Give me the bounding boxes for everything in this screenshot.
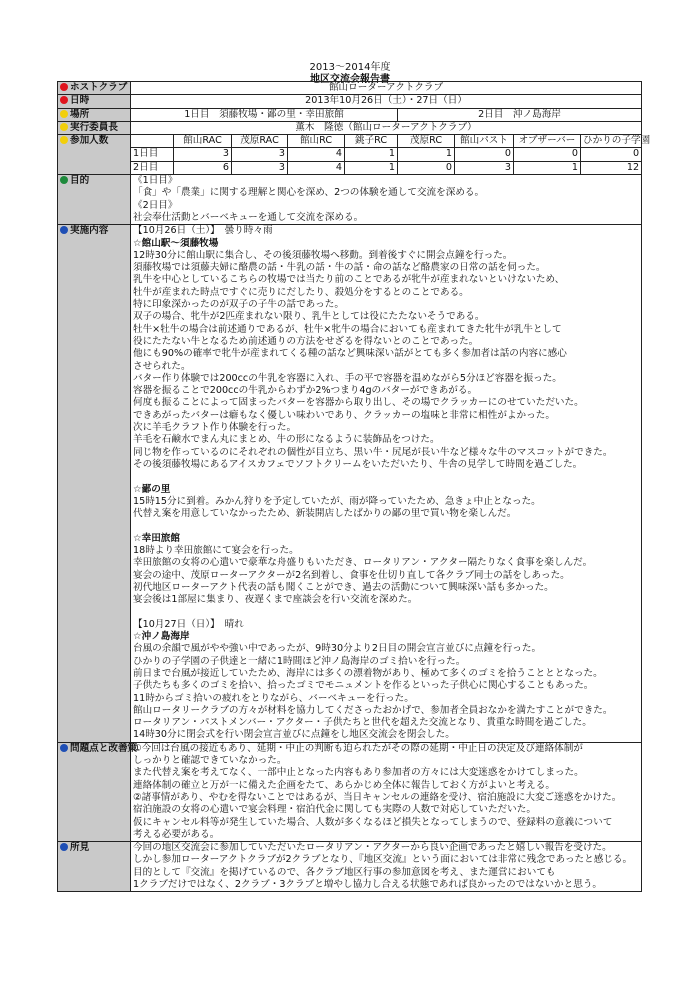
col-header: 館山RC: [288, 135, 345, 148]
count-cell: 3: [455, 161, 514, 174]
content-line: 容器を振ることで200ccの牛乳からわずか2%つまり4gのバターができあがる。: [133, 385, 478, 397]
col-header: ひかりの子学園: [581, 135, 642, 148]
count-cell: 4: [288, 161, 345, 174]
col-header: 茂原RC: [398, 135, 455, 148]
content-line: 14時30分に閉会式を行い閉会宣言並びに点鐘をし地区交流会を閉会した。: [133, 729, 455, 741]
content-line: 幸田旅館の女将の心遣いで豪華な舟盛りもいただき、ロータリアン・アクター隔たりなく食事を楽しんだ。: [133, 557, 593, 569]
purpose-line: 「食」や「農業」に関する理解と関心を深め、2つの体験を通して交流を深める。: [133, 187, 485, 199]
content-line: 須藤牧場では須藤夫婦に酪農の話・牛乳の話・牛の話・命の話など酪農家の日常の話を伺った。: [133, 262, 546, 274]
content-line: 前日まで台風が接近していたため、海岸には多くの漂着物があり、極めて多くのゴミを拾うことととなった。: [133, 667, 603, 679]
fiscal-year: 2013～2014年度: [309, 62, 391, 73]
place-day2: 2日目 沖ノ島海岸: [398, 108, 642, 121]
count-cell: 3: [232, 148, 288, 161]
content-line: 牡牛が産まれた時点ですぐに売りにだしたり、殺処分をするとのことである。: [133, 286, 469, 298]
content-line: 何度も振ることによって固まったバターを容器から取り出し、その場でクラッカーにのせていただいた。: [133, 397, 584, 409]
content-line: 子供たちも多くのゴミを拾い、拾ったゴミでモニュメントを作るといった子供心に関心することもあった。: [133, 680, 594, 692]
report-title: 地区交流会報告書: [310, 74, 390, 85]
participants-corner: [131, 135, 174, 148]
issues-line: また代替え案を考えてなく、一部中止となった内容もあり参加者の方々には大変迷惑をかけてしまった。: [133, 767, 584, 779]
row-day: 1日目: [131, 148, 174, 161]
date-label: 日時: [58, 95, 131, 108]
content-line: 宴会後は1部屋に集まり、夜遅くまで座談会を行い交流を深めた。: [133, 594, 418, 606]
section-lines: [133, 250, 639, 471]
count-cell: 1: [398, 148, 455, 161]
count-cell: 0: [514, 148, 581, 161]
opinion-label: 所見: [58, 842, 131, 892]
section-lines: [133, 643, 639, 741]
day1-heading: 【10月26日（土）】 曇り時々雨: [133, 225, 273, 237]
content-line: その後須藤牧場にあるアイスカフェでソフトクリームをいただいたり、牛舎の見学して時間を過ごした。: [133, 458, 583, 470]
host-label: ホストクラブ: [58, 82, 131, 95]
content-line: ロータリアン・パストメンバー・アクター・子供たちと世代を超えた交流となり、貴重な時間を過ごした。: [133, 717, 592, 729]
yellow-dot-icon: [60, 110, 68, 118]
chair-value: 薫木 隆徳（館山ローターアクトクラブ）: [131, 121, 642, 134]
opinion-line: しかし参加ローターアクトクラブが2クラブとなり、『地区交流』という面においては非常に残念であったと感じる。: [133, 854, 633, 866]
content-line: できあがったバターは癖もなく優しい味わいであり、クラッカーの塩味と非常に相性がよかった。: [133, 409, 555, 421]
col-header: 館山RAC: [174, 135, 232, 148]
content-line: 牡牛×牡牛の場合は前述通りであるが、牡牛×牝牛の場合においても産まれてきた牝牛が乳牛として: [133, 323, 562, 335]
green-dot-icon: [60, 176, 68, 184]
content-line: バター作り体験では200ccの牛乳を容器に入れ、手の平で容器を温めながら5分ほど容器を振った。: [133, 372, 562, 384]
blue-dot-icon: [60, 744, 68, 752]
col-header: 館山パスト: [455, 135, 514, 148]
issues-body: [131, 742, 642, 841]
section-lines: [133, 545, 639, 606]
count-cell: 0: [455, 148, 514, 161]
purpose-line: 《1日目》: [133, 175, 178, 187]
opinion-line: 今回の地区交流会に参加していただいたロータリアン・アクターから良い企画であったと嬉しい報告を受けた。: [133, 842, 612, 854]
content-line: 12時30分に館山駅に集合し、その後須藤牧場へ移動。到着後すぐに開会点鐘を行った。: [133, 249, 513, 261]
red-dot-icon: [60, 83, 68, 91]
content-line: 代替え案を用意していなかったため、新装開店したばかりの鄙の里で買い物を楽しんだ。: [133, 508, 517, 520]
content-line: 羊毛を石鹸水でまん丸にまとめ、牛の形になるように装飾品をつけた。: [133, 434, 440, 446]
row-day: 2日目: [131, 161, 174, 174]
chair-label: 実行委員長: [58, 121, 131, 134]
content-line: 15時15分に到着。みかん狩りを予定していたが、雨が降っていたため、急きょ中止となった。: [133, 495, 541, 507]
content-line: ひかりの子学園の子供達と一緒に1時間ほど沖ノ島海岸のゴミ拾いを行った。: [133, 655, 466, 667]
section-title: ☆館山駅～須藤牧場: [133, 237, 219, 249]
issues-line: 連絡体制の確立と万が一に備えた企画をたて、あらかじめ全体に報告しておく方がよいと考える。: [133, 779, 555, 791]
count-cell: 1: [345, 161, 398, 174]
count-cell: 3: [174, 148, 232, 161]
section-lines: [133, 496, 639, 521]
opinion-body: [131, 842, 642, 892]
content-line: 宴会の途中、茂原ローターアクターが2名到着し、食事を仕切り直して各クラブ同士の話をしあった。: [133, 569, 570, 581]
issues-line: ①今回は台風の接近もあり、延期・中止の判断も迫られたがその際の延期・中止日の決定及び連絡体制が: [133, 742, 583, 754]
issues-line: 仮にキャンセル料等が発生していた場合、人数が多くなるほど損失となってしまうので、登録料の意義について: [133, 816, 613, 828]
content-line: 初代地区ローターアクト代表の話も聞くことができ、過去の活動について興味深い話も多かった。: [133, 581, 554, 593]
content-label: 実施内容: [58, 225, 131, 742]
issues-line: しっかりと確認できていなかった。: [133, 755, 287, 767]
yellow-dot-icon: [60, 123, 68, 131]
content-line: 役にたたない牛となるため前述通りの方法をせざるを得ないとのことであった。: [133, 335, 479, 347]
content-line: 館山ロータリークラブの方々が材料を協力してくださったおかげで、参加者全員おなかを満たすことができた。: [133, 704, 613, 716]
purpose-line: 《2日目》: [133, 199, 178, 211]
red-dot-icon: [60, 96, 68, 104]
opinion-line: 1クラブだけではなく、2クラブ・3クラブと増やし協力し合える状態であれば良かったのではないかと思う。: [133, 879, 603, 890]
content-line: 乳牛を中心としているこちらの牧場では当たり前のことであるが牝牛が産まれないといけないため、: [133, 274, 565, 286]
report-form: [57, 81, 651, 892]
issues-label: 問題点と改善策: [58, 742, 131, 841]
section-title: ☆幸田旅館: [133, 532, 180, 544]
count-cell: 1: [345, 148, 398, 161]
count-cell: 4: [288, 148, 345, 161]
opinion-line: 目的として『交流』を掲げているので、各クラブ地区行事の参加意図を考え、また運営においても: [133, 866, 556, 878]
day2-heading: 【10月27日（日）】 晴れ: [133, 618, 244, 630]
content-line: 他にも90%の確率で牝牛が産まれてくる種の話など興味深い話がとても多く参加者は話の内容に感心: [133, 348, 567, 360]
purpose-line: 社会奉仕活動とバーベキューを通して交流を深める。: [133, 211, 364, 223]
count-cell: 0: [581, 148, 642, 161]
purpose-body: [131, 175, 642, 225]
content-line: 双子の場合、牝牛が2匹産まれない限り、乳牛としては役にたたないそうである。: [133, 311, 485, 323]
content-line: させられた。: [133, 360, 191, 372]
content-line: 18時より幸田旅館にて宴会を行った。: [133, 544, 299, 556]
content-line: 次に羊毛クラフト作り体験を行った。: [133, 422, 297, 434]
col-header: オブザーバー: [514, 135, 581, 148]
count-cell: 12: [581, 161, 642, 174]
col-header: 銚子RC: [345, 135, 398, 148]
content-line: 同じ物を作っているのにそれぞれの個性が目立ち、黒い牛・尻尾が長い牛など様々な牛のマスコットができた。: [133, 446, 613, 458]
place-day1: 1日目 須藤牧場・鄙の里・幸田旅館: [131, 108, 398, 121]
issues-line: ②諸事情があり、やむを得ないことではあるが、当日キャンセルの連絡を受け、宿泊施設に大変ご迷惑をかけた。: [133, 791, 622, 803]
yellow-dot-icon: [60, 136, 68, 144]
section-title: ☆鄙の里: [133, 483, 171, 495]
col-header: 茂原RAC: [232, 135, 288, 148]
participants-label: 参加人数: [58, 135, 131, 175]
section-title: ☆沖ノ島海岸: [133, 631, 190, 643]
count-cell: 3: [232, 161, 288, 174]
blue-dot-icon: [60, 226, 68, 234]
content-line: 特に印象深かったのが双子の子牛の話であった。: [133, 299, 344, 311]
blue-dot-icon: [60, 843, 68, 851]
content-line: 11時からゴミ拾いの疲れをとりながら、バーベキューを行った。: [133, 692, 414, 704]
issues-line: 考える必要がある。: [133, 828, 220, 840]
content-line: 台風の余韻で風がやや強い中であったが、9時30分より2日目の開会宣言並びに点鐘を行った。: [133, 643, 542, 655]
host-value: 館山ローターアクトクラブ: [131, 82, 642, 95]
date-value: 2013年10月26日（土）・27日（日）: [131, 95, 642, 108]
content-body: [131, 225, 642, 742]
place-label: 場所: [58, 108, 131, 121]
count-cell: 0: [398, 161, 455, 174]
count-cell: 1: [514, 161, 581, 174]
purpose-label: 目的: [58, 175, 131, 225]
issues-line: 宿泊施設の女将の心遣いで宴会料理・宿泊代金に関しても実際の人数で対応していただいた。: [133, 804, 536, 816]
count-cell: 6: [174, 161, 232, 174]
